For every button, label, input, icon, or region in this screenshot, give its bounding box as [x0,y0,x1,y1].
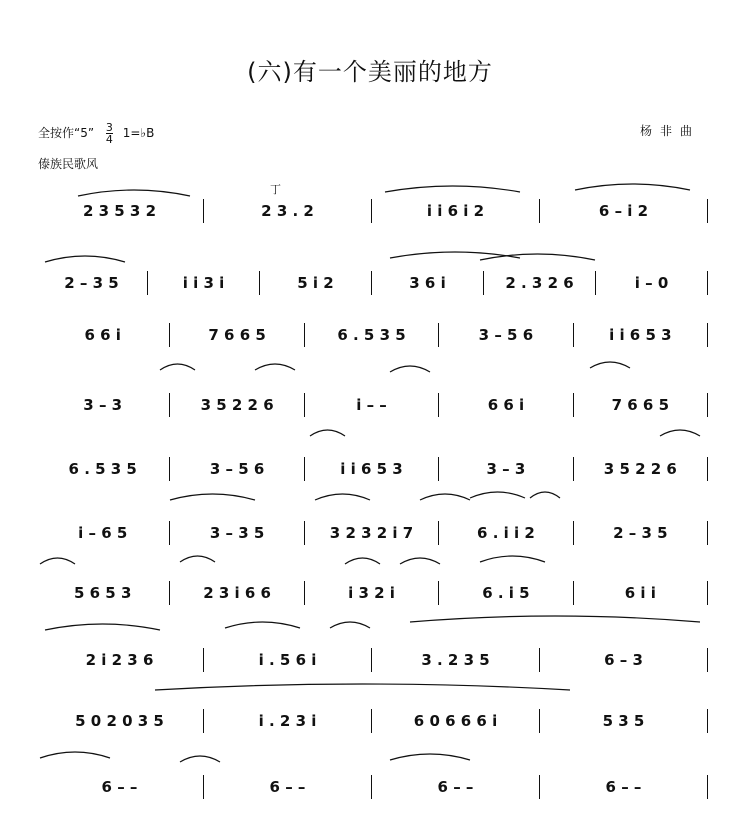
slur-mark [45,624,160,630]
measure: 3 5 2 2 6 [200,396,274,414]
key-signature [38,122,154,145]
barline [573,393,574,417]
time-signature [106,122,113,145]
measure: i – 0 [634,274,669,292]
barline [169,521,170,545]
barline [371,775,372,799]
key-label: 1=♭B [122,126,155,140]
measure: i i 3 i [182,274,225,292]
barline [169,323,170,347]
time-numerator: 3 [105,121,113,134]
measure: 3 2 3 2 i 7 [329,524,414,542]
measure: 2 i 2 3 6 [85,651,154,669]
barline [438,393,439,417]
slur-mark [315,494,370,500]
measure: 6 . 5 3 5 [337,326,406,344]
barline [438,323,439,347]
score-row [38,196,710,226]
measure: 2 3 i 6 6 [203,584,271,602]
barline [707,323,708,347]
measure: i i 6 i 2 [426,202,485,220]
fingering-note: 全按作“5” [38,126,95,140]
measure: i . 2 3 i [258,712,317,730]
slur-mark [45,256,125,262]
barline [371,271,372,295]
measure: i 3 2 i [348,584,395,602]
barline [259,271,260,295]
measure: 3 – 5 6 [209,460,265,478]
slur-mark [575,184,690,190]
score-row [38,645,710,675]
measure: 3 – 3 5 [209,524,265,542]
measure: 5 0 2 0 3 5 [75,712,164,730]
ornament-mark: 丁 [270,183,281,196]
measure: 5 6 5 3 [73,584,132,602]
barline [169,393,170,417]
slur-mark [385,186,520,192]
slur-mark [310,430,345,436]
measure: 7 6 6 5 [611,396,670,414]
barline [573,581,574,605]
composer-credit: 杨非曲 [639,124,700,138]
slur-mark [155,684,570,690]
slur-mark [160,364,195,370]
barline [438,521,439,545]
barline [539,648,540,672]
measure: 3 – 3 [83,396,123,414]
slur-mark [660,430,700,436]
measure: 2 – 3 5 [613,524,668,542]
score-row [38,268,710,298]
barline [539,709,540,733]
barline [304,393,305,417]
barline [438,581,439,605]
measure: i i 6 5 3 [609,326,672,344]
barline [595,271,596,295]
page-title: (六)有一个美丽的地方 [247,58,493,86]
measure: 2 3 5 3 2 [82,202,157,220]
slur-mark [530,492,560,498]
measure: 6 – 3 [604,651,643,669]
slur-mark [390,754,470,760]
measure: 7 6 6 5 [208,326,266,344]
barline [707,271,708,295]
barline [169,581,170,605]
slur-mark [40,752,110,758]
slur-mark [330,622,370,628]
slur-mark [345,558,380,564]
barline [707,648,708,672]
measure: 6 . 5 3 5 [68,460,137,478]
slur-mark [590,362,630,368]
measure: 6 – – [605,778,642,796]
slur-mark [40,558,75,564]
barline [203,648,204,672]
slur-mark [420,494,470,500]
score-row [38,518,710,548]
measure: 6 – – [437,778,474,796]
barline [304,457,305,481]
barline [483,271,484,295]
measure: 3 5 2 2 6 [603,460,677,478]
slur-mark [390,252,520,258]
measure: 2 3 . 2 [261,202,314,220]
barline [438,457,439,481]
score-row [38,772,710,802]
slur-mark [470,492,525,498]
measure: 2 . 3 2 6 [505,274,574,292]
barline [707,709,708,733]
slur-mark [180,556,215,562]
measure: 2 – 3 5 [64,274,119,292]
barline [203,775,204,799]
barline [203,709,204,733]
barline [707,581,708,605]
barline [573,323,574,347]
measure: 6 – i 2 [598,202,649,220]
measure: 3 . 2 3 5 [421,651,490,669]
score-row [38,578,710,608]
slur-mark [225,622,300,628]
measure: 3 – 5 6 [478,326,534,344]
slur-mark [480,556,545,562]
slur-mark [410,616,700,622]
measure: 5 3 5 [602,712,645,730]
barline [304,581,305,605]
score-row [38,320,710,350]
measure: 6 6 i [487,396,525,414]
measure: 6 – – [269,778,306,796]
time-denominator: 4 [105,133,113,146]
barline [707,457,708,481]
measure: 3 – 3 [486,460,526,478]
measure: 6 – – [101,778,138,796]
slur-mark [480,254,595,260]
measure: i . 5 6 i [258,651,317,669]
barline [304,521,305,545]
barline [573,457,574,481]
barline [169,457,170,481]
measure: i – – [356,396,387,414]
measure: 5 i 2 [297,274,334,292]
barline [371,709,372,733]
barline [707,521,708,545]
barline [539,199,540,223]
barline [371,199,372,223]
score-row [38,390,710,420]
slur-mark [390,366,430,372]
barline [371,648,372,672]
measure: 6 . i i 2 [477,524,535,542]
score-row [38,706,710,736]
measure: 6 . i 5 [482,584,530,602]
measure: 6 i i [624,584,656,602]
measure: 6 6 i [84,326,121,344]
barline [573,521,574,545]
barline [707,199,708,223]
barline [203,199,204,223]
style-marking: 傣族民歌风 [38,157,99,171]
slur-mark [170,494,255,500]
barline [147,271,148,295]
measure: i – 6 5 [78,524,128,542]
slur-mark [255,364,295,370]
slur-mark [400,558,440,564]
barline [707,775,708,799]
barline [539,775,540,799]
measure: 3 6 i [409,274,446,292]
measure: 6 0 6 6 6 i [413,712,498,730]
slur-mark [180,756,220,762]
score-row [38,454,710,484]
barline [707,393,708,417]
barline [304,323,305,347]
measure: i i 6 5 3 [340,460,403,478]
